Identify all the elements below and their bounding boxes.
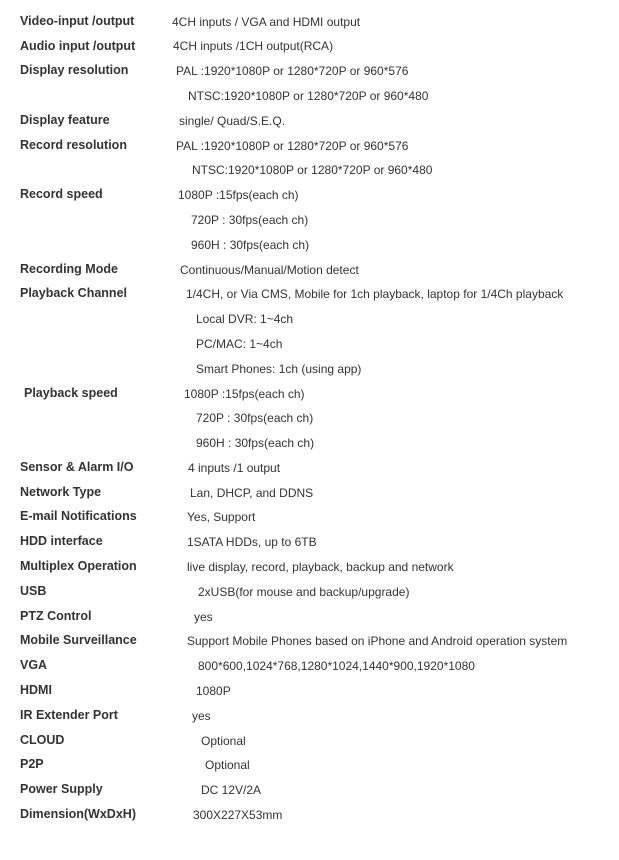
spec-value-hdd-interface: 1SATA HDDs, up to 6TB (187, 535, 317, 549)
spec-label-ir-extender-port: IR Extender Port (20, 708, 118, 722)
spec-label-usb: USB (20, 584, 47, 598)
spec-value-usb: 2xUSB(for mouse and backup/upgrade) (198, 585, 410, 599)
spec-value-display-resolution-ntsc: NTSC:1920*1080P or 1280*720P or 960*480 (188, 89, 429, 103)
spec-label-power-supply: Power Supply (20, 782, 103, 796)
spec-value-display-resolution-pal: PAL :1920*1080P or 1280*720P or 960*576 (176, 64, 409, 78)
spec-label-record-resolution: Record resolution (20, 138, 127, 152)
spec-value-email-notifications: Yes, Support (187, 510, 256, 524)
spec-value-ptz-control: yes (194, 610, 213, 624)
spec-label-sensor-alarm: Sensor & Alarm I/O (20, 460, 134, 474)
spec-value-video-io: 4CH inputs / VGA and HDMI output (172, 15, 361, 29)
spec-value-playback-speed-1080p: 1080P :15fps(each ch) (184, 387, 305, 401)
spec-label-mobile-surveillance: Mobile Surveillance (20, 633, 137, 647)
spec-label-display-resolution: Display resolution (20, 63, 129, 77)
spec-value-record-resolution-ntsc: NTSC:1920*1080P or 1280*720P or 960*480 (192, 163, 433, 177)
spec-label-hdd-interface: HDD interface (20, 534, 103, 548)
spec-value-dimension: 300X227X53mm (193, 808, 283, 822)
spec-label-recording-mode: Recording Mode (20, 262, 118, 276)
spec-value-cloud: Optional (201, 734, 246, 748)
spec-value-record-resolution-pal: PAL :1920*1080P or 1280*720P or 960*576 (176, 139, 409, 153)
spec-value-mobile-surveillance: Support Mobile Phones based on iPhone and Android operation system (187, 634, 568, 648)
spec-value-vga: 800*600,1024*768,1280*1024,1440*900,1920*1080 (198, 659, 475, 673)
spec-label-display-feature: Display feature (20, 113, 110, 127)
spec-value-record-speed-960h: 960H : 30fps(each ch) (191, 238, 310, 252)
spec-value-sensor-alarm: 4 inputs /1 output (188, 461, 281, 475)
spec-value-audio-io: 4CH inputs /1CH output(RCA) (173, 39, 334, 53)
spec-value-p2p: Optional (205, 758, 250, 772)
spec-value-record-speed-1080p: 1080P :15fps(each ch) (178, 188, 299, 202)
spec-value-playback-speed-720p: 720P : 30fps(each ch) (196, 411, 314, 425)
spec-value-network-type: Lan, DHCP, and DDNS (190, 486, 314, 500)
spec-value-playback-speed-960h: 960H : 30fps(each ch) (196, 436, 315, 450)
spec-label-playback-channel: Playback Channel (20, 286, 127, 300)
spec-value-playback-smart-phones: Smart Phones: 1ch (using app) (196, 362, 362, 376)
spec-value-playback-channel: 1/4CH, or Via CMS, Mobile for 1ch playback, laptop for 1/4Ch playback (186, 287, 564, 301)
spec-label-ptz-control: PTZ Control (20, 609, 92, 623)
spec-value-display-feature: single/ Quad/S.E.Q. (179, 114, 286, 128)
spec-label-hdmi: HDMI (20, 683, 52, 697)
spec-label-vga: VGA (20, 658, 48, 672)
spec-value-playback-local-dvr: Local DVR: 1~4ch (196, 312, 294, 326)
spec-label-audio-io: Audio input /output (20, 39, 136, 53)
spec-value-recording-mode: Continuous/Manual/Motion detect (180, 263, 359, 277)
spec-label-dimension: Dimension(WxDxH) (20, 807, 136, 821)
spec-value-record-speed-720p: 720P : 30fps(each ch) (191, 213, 309, 227)
spec-label-p2p: P2P (20, 757, 44, 771)
spec-value-ir-extender-port: yes (192, 709, 211, 723)
spec-value-hdmi: 1080P (196, 684, 231, 698)
spec-value-power-supply: DC 12V/2A (201, 783, 262, 797)
spec-label-multiplex-operation: Multiplex Operation (20, 559, 137, 573)
spec-label-email-notifications: E-mail Notifications (20, 509, 137, 523)
spec-label-playback-speed: Playback speed (24, 386, 118, 400)
spec-label-network-type: Network Type (20, 485, 102, 499)
spec-label-record-speed: Record speed (20, 187, 103, 201)
spec-label-video-io: Video-input /output (20, 14, 135, 28)
spec-value-playback-pc-mac: PC/MAC: 1~4ch (196, 337, 283, 351)
spec-label-cloud: CLOUD (20, 733, 65, 747)
spec-value-multiplex-operation: live display, record, playback, backup and network (187, 560, 454, 574)
